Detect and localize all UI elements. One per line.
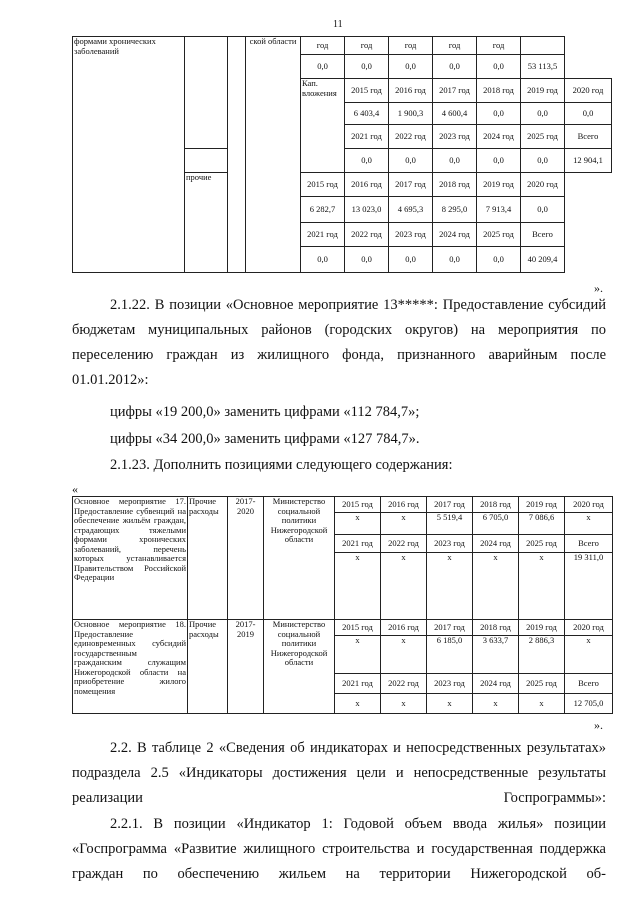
measure-18-executor: Министерство социальной политики Нижегородской области (264, 620, 335, 714)
paragraph-2-2-1: 2.2.1. В позиции «Индикатор 1: Годовой объем ввода жилья» позиции «Госпрограмма «Развитие жилищного строительства и государственная поддержка граждан по обеспечению жильем на территории Нижегородской об- (72, 816, 606, 882)
measure-17-period: 2017-2020 (228, 497, 264, 620)
continuation-table: формами хронических заболеваний ской области год год год год год 0,0 0,0 0,0 0,0 0,0 53 113,5 Кап. вложения 2015 год 2016 год 2017 год 2018 год 2019 год 2020 год 6 403,4 1 900,3 4 600,4 0,0 0,0 0,0 2021 год 2022 год 2023 год 2024 год 2025 год Всего 0,0 0,0 0,0 0,0 0,0 12 904,1 прочие 2015 год 2016 год 2017 год 2018 год 2019 год 2020 год 6 282,7 13 023,0 4 695,3 8 295,0 7 913,4 0,0 2021 год 2022 год 2023 год 2024 год 2025 год Всего 0,0 0,0 0,0 0,0 0,0 40 209,4 (72, 36, 612, 273)
table1-close-mark: ». (594, 281, 603, 295)
kap-label: Кап. вложения (301, 79, 345, 173)
prochie-label: прочие (185, 173, 228, 273)
measure-18-name: Основное мероприятие 18. Предоставление единовременных субсидий государственным гражданским служащим Нижегородской области на приобретение жилого помещения (73, 620, 188, 714)
page-number: 11 (333, 19, 343, 30)
measure-17-executor: Министерство социальной политики Нижегородской области (264, 497, 335, 620)
new-positions-table: Основное мероприятие 17. Предоставление субвенций на обеспечение жильём граждан, страдающих тяжелыми формами хронических заболеваний, перечень которых устанавливается Правительством Российской Федерации Прочие расходы 2017-2020 Министерство социальной политики Нижегородской области 2015 год 2016 год 2017 год 2018 год 2019 год 2020 год х х 5 519,4 6 705,0 7 086,6 х 2021 год 2022 год 2023 год 2024 год 2025 год Всего х х х х х 19 311,0 Основное мероприятие 18. Предоставление единовременных субсидий государственным гражданским служащим Нижегородской области на приобретение жилого помещения Прочие расходы 2017-2019 Министерство социальной политики Нижегородской области 2015 год 2016 год 2017 год 2018 год 2019 год 2020 год х х 6 185,0 3 633,7 2 886,3 х 2021 год 2022 год 2023 год 2024 год 2025 год Всего х х х х х 12 705,0 (72, 496, 613, 714)
measure-17-type: Прочие расходы (188, 497, 228, 620)
measure-17-name: Основное мероприятие 17. Предоставление субвенций на обеспечение жильём граждан, страдающих тяжелыми формами хронических заболеваний, перечень которых устанавливается Правительством Российской Федерации (73, 497, 188, 620)
paragraph-2-2: 2.2. В таблице 2 «Сведения об индикаторах и непосредственных результатах» подраздела 2.5 «Индикаторы достижения цели и непосредственные результаты реализации Госпрограммы»: (72, 740, 606, 806)
executor-cell: ской области (246, 37, 301, 273)
paragraph-replace-1: цифры «19 200,0» заменить цифрами «112 784,7»; (110, 404, 420, 420)
paragraph-2-1-22: 2.1.22. В позиции «Основное мероприятие 13*****: Предоставление субсидий бюджетам муниципальных районов (городских округов) на мероприятия по переселению граждан из жилищного фонда, признанного аварийным после 01.01.2012»: (72, 297, 606, 388)
table2-close-mark: ». (594, 718, 603, 732)
paragraph-replace-2: цифры «34 200,0» заменить цифрами «127 784,7». (110, 431, 420, 447)
row-label: формами хронических заболеваний (73, 37, 185, 273)
paragraph-2-1-23: 2.1.23. Дополнить позициями следующего содержания: (110, 457, 453, 473)
table2-open-mark: « (72, 482, 78, 496)
measure-18-period: 2017-2019 (228, 620, 264, 714)
measure-18-type: Прочие расходы (188, 620, 228, 714)
